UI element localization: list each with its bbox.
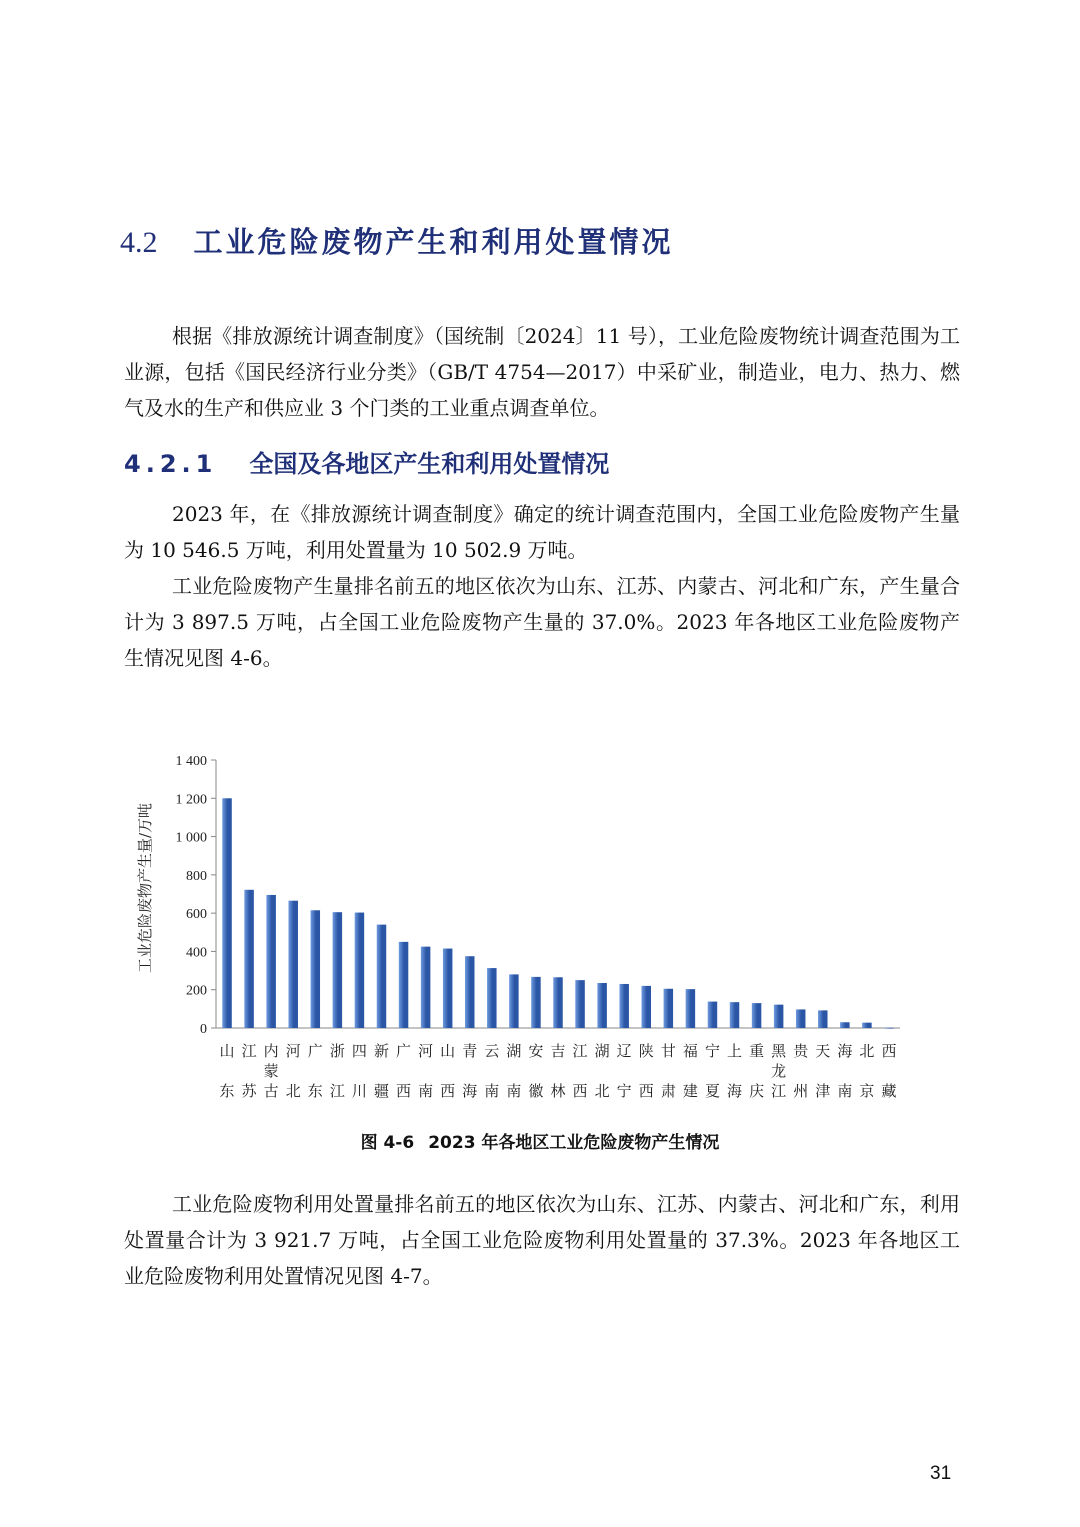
bar [465,956,475,1028]
x-tick-label: 甘肃 [660,1042,676,1100]
x-tick-label: 新疆 [373,1042,389,1100]
x-tick-label: 浙江 [329,1042,345,1100]
x-tick-label: 西藏 [881,1042,897,1100]
x-tick-label: 辽宁 [616,1042,632,1100]
weibo-icon: ◎ [10,1501,26,1522]
bar [619,984,629,1028]
figure-title: 2023 年各地区工业危险废物产生情况 [428,1133,720,1153]
x-tick-label: 云南 [484,1042,500,1100]
y-axis-label: 工业危险废物产生量/万吨 [136,802,154,974]
figure-caption [0,1128,1080,1153]
x-tick-label: 天津 [815,1042,831,1100]
x-tick-label: 四川 [351,1042,367,1100]
y-tick-label: 400 [186,945,207,961]
bar [686,989,696,1028]
section-number: 4.2 [120,226,158,259]
bar [443,949,453,1028]
y-tick-label: 1 200 [175,792,207,808]
bar [266,895,276,1028]
bar [642,986,652,1028]
bar [862,1023,872,1028]
y-tick-label: 1 000 [175,830,207,846]
watermark [10,1493,118,1524]
x-tick-label: 安徽 [528,1042,544,1100]
x-tick-label: 江苏 [241,1042,257,1100]
bar [421,947,431,1028]
bar [664,989,674,1028]
y-tick-label: 600 [186,907,207,923]
bar [553,977,563,1028]
y-tick-label: 800 [186,868,207,884]
bar [509,974,519,1028]
bar [399,942,409,1028]
bar [487,968,497,1028]
x-tick-label: 广东 [307,1042,323,1100]
figure-number: 图 4-6 [360,1133,415,1153]
y-tick-label: 1 400 [175,754,207,769]
bar [333,912,343,1028]
x-tick-label: 广西 [396,1042,412,1100]
bar [355,913,365,1028]
bar [774,1005,784,1028]
bar [311,910,321,1028]
section-heading [120,220,674,261]
bar [752,1003,762,1028]
x-tick-label: 贵州 [793,1042,809,1100]
generation-bar-chart [120,740,920,1100]
x-tick-label: 湖北 [594,1042,610,1100]
x-tick-label: 上海 [727,1042,743,1100]
page-number: 31 [930,1463,952,1484]
subsection-title: 全国及各地区产生和利用处置情况 [249,450,610,478]
bar [796,1009,806,1028]
x-tick-label: 江西 [572,1042,588,1100]
watermark-text: 大数跨境 [29,1498,118,1523]
generation-paragraph: 工业危险废物产生量排名前五的地区依次为山东、江苏、内蒙古、河北和广东，产生量合计为 3 897.5 万吨，占全国工业危险废物产生量的 37.0%。2023 年各地区工业危险废物产生情况见图 4-6。 [124,574,960,670]
bar [597,983,607,1028]
x-tick-label: 陕西 [638,1042,654,1100]
intro-paragraph: 根据《排放源统计调查制度》（国统制〔2024〕11 号），工业危险废物统计调查范围为工业源，包括《国民经济行业分类》（GB/T 4754—2017）中采矿业，制造业，电力、热力、燃气及水的生产和供应业 3 个门类的工业重点调查单位。 [124,324,960,420]
x-tick-label: 河北 [285,1042,301,1100]
x-tick-label: 重庆 [749,1042,765,1100]
x-tick-label: 青海 [462,1042,478,1100]
bar [575,980,585,1028]
bar [884,1028,894,1029]
bar [708,1002,718,1028]
bar [818,1010,828,1028]
section-title: 工业危险废物产生和利用处置情况 [193,225,674,259]
bar [222,798,232,1028]
bar [244,890,254,1028]
x-tick-label: 宁夏 [704,1042,720,1100]
subsection-heading [124,444,609,479]
x-tick-label: 山东 [219,1042,235,1100]
bar [531,977,541,1028]
utilization-paragraph: 工业危险废物利用处置量排名前五的地区依次为山东、江苏、内蒙古、河北和广东，利用处置量合计为 3 921.7 万吨，占全国工业危险废物利用处置量的 37.3%。2023 年各地区工业危险废物利用处置情况见图 4-7。 [124,1192,960,1288]
subsection-number: 4.2.1 [124,450,218,478]
x-tick-label: 内蒙古 [263,1042,279,1100]
x-tick-label: 山西 [440,1042,456,1100]
x-tick-label: 黑龙江 [771,1042,787,1100]
bar [840,1022,850,1028]
totals-paragraph: 2023 年，在《排放源统计调查制度》确定的统计调查范围内，全国工业危险废物产生量为 10 546.5 万吨，利用处置量为 10 502.9 万吨。 [124,502,960,562]
x-tick-label: 海南 [837,1042,853,1100]
y-tick-label: 200 [186,983,207,999]
x-tick-label: 北京 [859,1042,875,1100]
x-tick-label: 吉林 [550,1042,566,1100]
y-tick-label: 0 [200,1022,207,1037]
bar [288,901,298,1028]
x-tick-label: 湖南 [506,1042,522,1100]
x-tick-label: 河南 [418,1042,434,1100]
x-tick-label: 福建 [682,1042,698,1100]
bar [730,1002,740,1028]
bar [377,925,387,1028]
